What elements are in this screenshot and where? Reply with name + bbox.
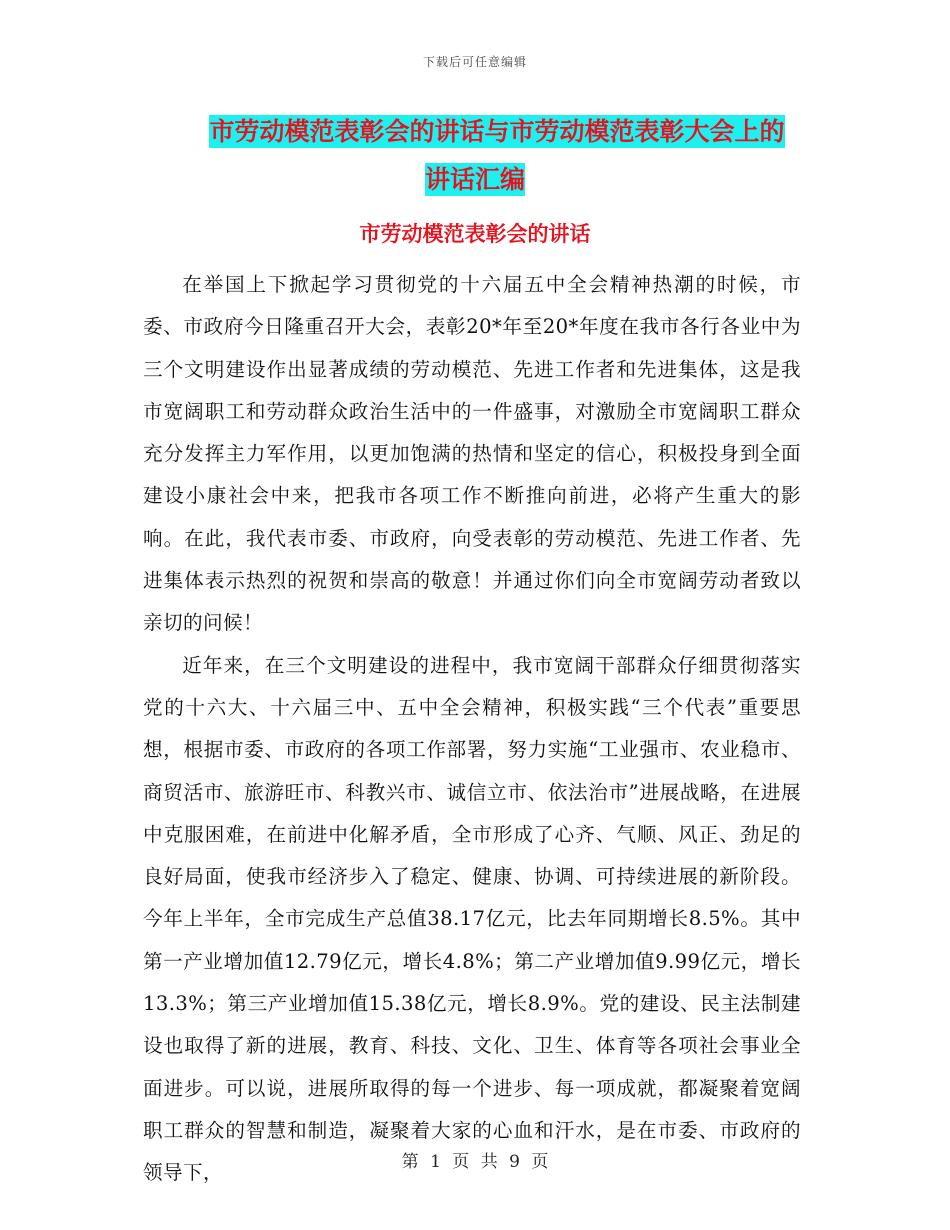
paragraph-2: 近年来，在三个文明建设的进程中，我市宽阔干部群众仔细贯彻落实党的十六大、十六届三中、五中全会精神，积极实践“三个代表”重要思想，根据市委、市政府的各项工作部署，努力实施“工业强市、农业稳市、商贸活市、旅游旺市、科教兴市、诚信立市、依法治市”进展战略，在进展中克服困难，在前进中化解矛盾，全市形成了心齐、气顺、风正、劲足的良好局面，使我市经济步入了稳定、健康、协调、可持续进展的新阶段。今年上半年，全市完成生产总值38.17亿元，比去年同期增长8.5%。其中第一产业增加值12.79亿元，增长4.8%；第二产业增加值9.99亿元，增长13.3%；第三产业增加值15.38亿元，增长8.9%。党的建设、民主法制建设也取得了新的进展，教育、科技、文化、卫生、体育等各项社会事业全面进步。可以说，进展所取得的每一个进步、每一项成就，都凝聚着宽阔职工群众的智慧和制造，凝聚着大家的心血和汗水，是在市委、市政府的领导下， [143, 653, 801, 1185]
page-header-note: 下载后可任意编辑 [422, 55, 527, 69]
document-title [0, 108, 950, 204]
document-title-line2: 讲话汇编 [424, 165, 525, 194]
section-title: 市劳动模范表彰会的讲话 [359, 222, 591, 246]
document-title-line1: 市劳动模范表彰会的讲话与市劳动模范表彰大会上的 [209, 117, 785, 146]
page-number-footer: 第 1 页 共 9 页 [401, 1152, 549, 1172]
body-text [143, 264, 801, 1195]
paragraph-1: 在举国上下掀起学习贯彻党的十六届五中全会精神热潮的时候，市委、市政府今日隆重召开大会，表彰20*年至20*年度在我市各行各业中为三个文明建设作出显著成绩的劳动模范、先进工作者和先进集体，这是我市宽阔职工和劳动群众政治生活中的一件盛事，对激励全市宽阔职工群众充分发挥主力军作用，以更加饱满的热情和坚定的信心，积极投身到全面建设小康社会中来，把我市各项工作不断推向前进，必将产生重大的影响。在此，我代表市委、市政府，向受表彰的劳动模范、先进工作者、先进集体表示热烈的祝贺和崇高的敬意！并通过你们向全市宽阔劳动者致以亲切的问候！ [143, 273, 801, 635]
